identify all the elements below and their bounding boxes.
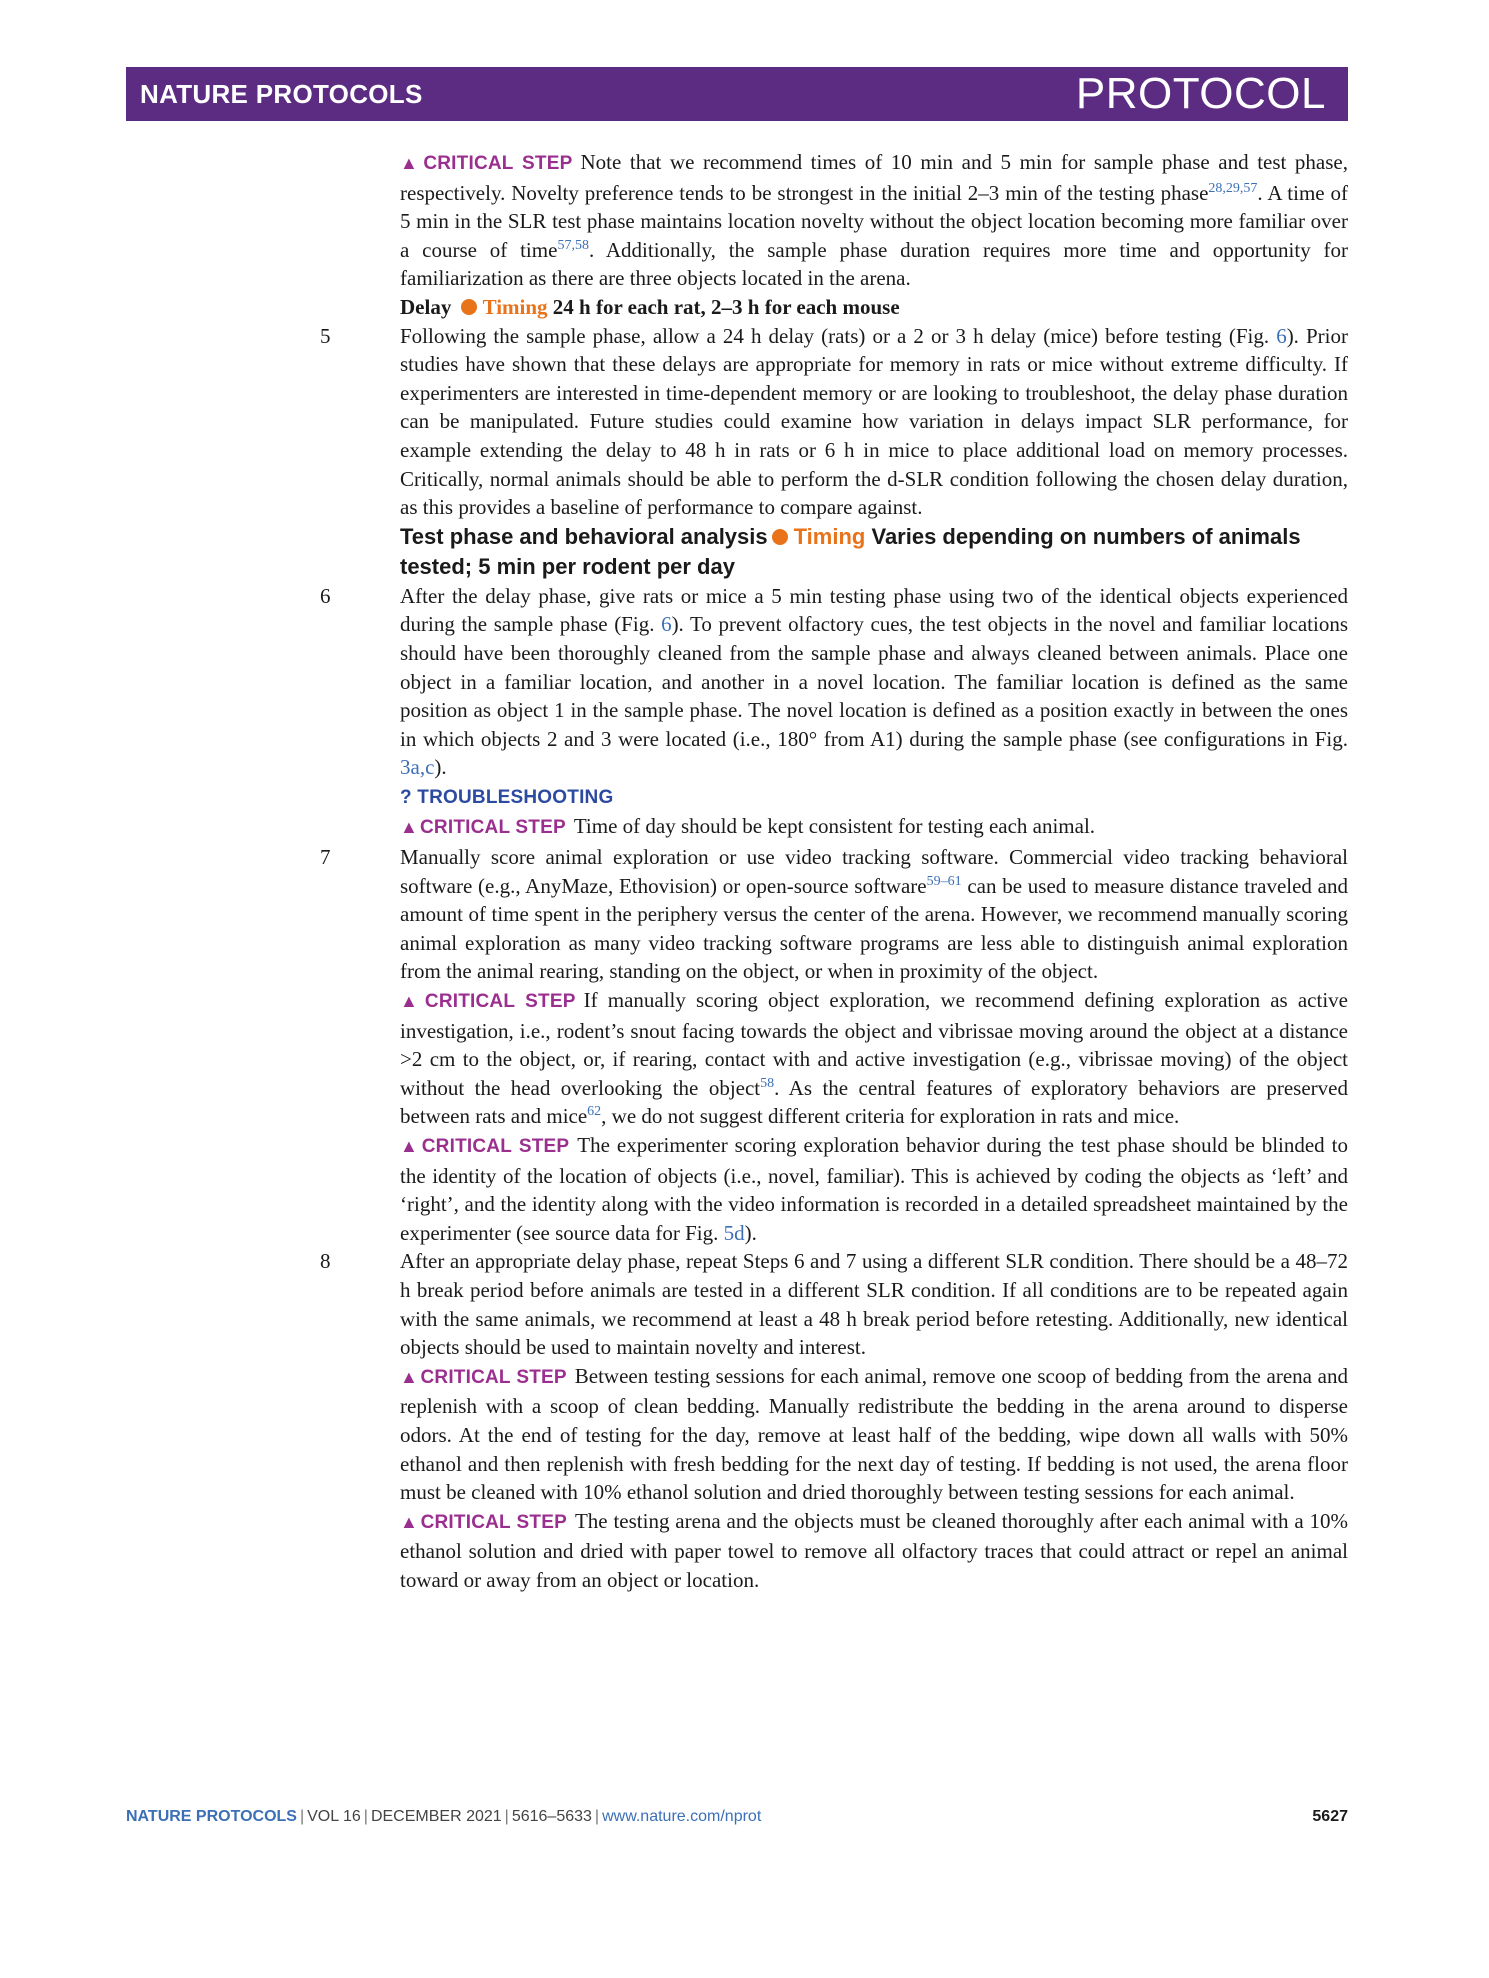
citation-ref[interactable]: 57,58	[557, 237, 589, 253]
step-text: After an appropriate delay phase, repeat Steps 6 and 7 using a different SLR condition. There should be a 48–72 h break period before animals are tested in a different SLR condition. If all conditions are to be repeated again with the same animals, we recommend at least a 48 h break period before retesting. Additionally, new identical objects should be used to maintain novelty and interest.	[400, 1249, 1348, 1360]
warning-triangle-icon: ▲	[400, 1136, 420, 1156]
timing-label: Timing	[482, 294, 548, 319]
step-number: 8	[320, 1249, 331, 1274]
critical-step: ▲ CRITICAL STEP Time of day should be kept consistent for testing each animal.	[400, 814, 1096, 839]
step-text: Following the sample phase, allow a 24 h delay (rats) or a 2 or 3 h delay (mice) before testing (Fig. 6). Prior studies have shown that these delays are appropriate for memory in rats or mice without extreme difficulty. If experimenters are interested in time-dependent memory or are looking to troubleshoot, the delay phase duration can be manipulated. Future studies could examine how variation in delays impact SLR performance, for example extending the delay to 48 h in rats or 6 h in mice to place additional load on memory processes. Critically, normal animals should be able to perform the d-SLR condition following the chosen delay duration, as this provides a baseline of performance to compare against.	[400, 323, 1348, 520]
figure-link[interactable]: 5d	[723, 1220, 745, 1245]
warning-triangle-icon: ▲	[400, 991, 423, 1012]
footer-date: DECEMBER 2021	[370, 1808, 502, 1825]
step-number: 5	[320, 323, 331, 348]
citation-ref[interactable]: 58	[760, 1075, 775, 1091]
footer-journal: NATURE PROTOCOLS	[126, 1808, 297, 1825]
article-type: PROTOCOL	[1075, 69, 1326, 118]
critical-step-label: ▲ CRITICAL STEP	[400, 153, 573, 174]
footer-pages: 5616–5633	[511, 1808, 592, 1825]
critical-step-label: ▲ CRITICAL STEP	[400, 1136, 570, 1157]
critical-step-label: ▲ CRITICAL STEP	[400, 1366, 567, 1388]
step-number: 7	[320, 845, 331, 870]
page-footer	[126, 1808, 1348, 1832]
journal-banner	[126, 67, 1348, 121]
footer-url-link[interactable]: www.nature.com/nprot	[602, 1808, 762, 1825]
warning-triangle-icon: ▲	[400, 153, 422, 173]
test-phase-heading: Test phase and behavioral analysis Timing Varies depending on numbers of animals tested; 5 min per rodent per day	[400, 523, 1301, 579]
page-number: 5627	[1312, 1808, 1348, 1825]
step-5	[320, 322, 1348, 522]
critical-step: ▲ CRITICAL STEP Between testing sessions for each animal, remove one scoop of bedding from the arena and replenish with a scoop of clean bedding. Manually redistribute the bedding in the arena around to disperse odors. At the end of testing for the day, remove at least half of the bedding, wipe down all walls with 50% ethanol and then replenish with fresh bedding for the next day of testing. If bedding is not used, the arena floor must be cleaned with 10% ethanol solution and dried thoroughly between testing sessions for each animal.	[400, 1363, 1349, 1505]
journal-title: NATURE PROTOCOLS	[140, 79, 423, 109]
critical-step: ▲ CRITICAL STEP The experimenter scoring exploration behavior during the test phase should be blinded to the identity of the location of objects (i.e., novel, familiar). This is achieved by coding the objects as ‘left’ and ‘right’, and the identity along with the video information is recorded in a detailed spreadsheet maintained by the experimenter (see source data for Fig. 5d).	[400, 1133, 1348, 1245]
critical-step-label: ▲ CRITICAL STEP	[400, 1511, 567, 1533]
delay-heading: Delay Timing 24 h for each rat, 2–3 h for each mouse	[400, 294, 900, 319]
footer-volume: VOL 16	[307, 1808, 361, 1825]
step-6	[320, 582, 1348, 843]
critical-step-label: ▲ CRITICAL STEP	[400, 991, 576, 1013]
citation-ref[interactable]: 28,29,57	[1208, 180, 1258, 196]
citation-ref[interactable]: 59–61	[926, 873, 962, 889]
critical-step: ▲ CRITICAL STEP The testing arena and the objects must be cleaned thoroughly after each animal with a 10% ethanol solution and dried with paper towel to remove all olfactory traces that could attract or repel an animal toward or away from an object or location.	[400, 1508, 1348, 1592]
critical-step: ▲ CRITICAL STEP If manually scoring object exploration, we recommend defining exploration as active investigation, i.e., rodent’s snout facing towards the object and vibrissae moving around the object at a distance >2 cm to the object, or, if rearing, contact with and active investigation (e.g., vibrissae moving) of the object without the head overlooking the object$^{58}$. As the central features of exploratory behaviors are preserved between rats and mice$^{62}$, we do not suggest different criteria for exploration in rats and mice.	[400, 988, 1348, 1129]
timing-label: Timing	[793, 523, 866, 549]
step-7	[320, 843, 1348, 1247]
timing-dot-icon	[461, 299, 477, 315]
step-8	[320, 1247, 1349, 1594]
warning-triangle-icon: ▲	[400, 1366, 419, 1387]
step-text: After the delay phase, give rats or mice a 5 min testing phase using two of the identical objects experienced during the sample phase (Fig. 6). To prevent olfactory cues, the test objects in the novel and familiar locations should have been thoroughly cleaned from the sample phase and always cleaned between animals. Place one object in a familiar location, and another in a novel location. The familiar location is defined as the same position as object 1 in the sample phase. The novel location is defined as a position exactly in between the ones in which objects 2 and 3 were located (i.e., 180° from A1) during the sample phase (see configurations in Fig. 3a,c).	[400, 583, 1348, 780]
step-text: Manually score animal exploration or use video tracking software. Commercial video tracking behavioral software (e.g., AnyMaze, Ethovision) or open-source software$^{59-61}$ can be used to measure distance traveled and amount of time spent in the periphery versus the center of the arena. However, we recommend manually scoring animal exploration as many video tracking software programs are less able to distinguish animal exploration from the animal rearing, standing on the object, or when in proximity of the object.	[400, 845, 1348, 984]
troubleshooting-link[interactable]: ? TROUBLESHOOTING	[400, 786, 614, 808]
article-body	[320, 148, 1349, 1595]
figure-link[interactable]: 6	[661, 612, 672, 637]
critical-step-label: ▲ CRITICAL STEP	[400, 817, 566, 839]
timing-dot-icon	[772, 529, 788, 545]
warning-triangle-icon: ▲	[400, 817, 419, 838]
warning-triangle-icon: ▲	[400, 1511, 419, 1532]
citation-ref[interactable]: 62	[587, 1104, 602, 1120]
figure-link[interactable]: 3a,c	[400, 755, 435, 780]
critical-step-intro: ▲ CRITICAL STEP Note that we recommend times of 10 min and 5 min for sample phase and test phase, respectively. Novelty preference tends to be strongest in the initial 2–3 min of the testing phase$^{28,29,57}$. A time of 5 min in the SLR test phase maintains location novelty without the object location becoming more familiar over a course of time$^{57,58}$. Additionally, the sample phase duration requires more time and opportunity for familiarization as there are three objects located in the arena.	[400, 150, 1349, 291]
figure-link[interactable]: 6	[1276, 323, 1287, 348]
footer-citation: NATURE PROTOCOLS | VOL 16 | DECEMBER 2021 | 5616–5633 | www.nature.com/nprot	[126, 1808, 762, 1825]
step-number: 6	[320, 583, 331, 608]
